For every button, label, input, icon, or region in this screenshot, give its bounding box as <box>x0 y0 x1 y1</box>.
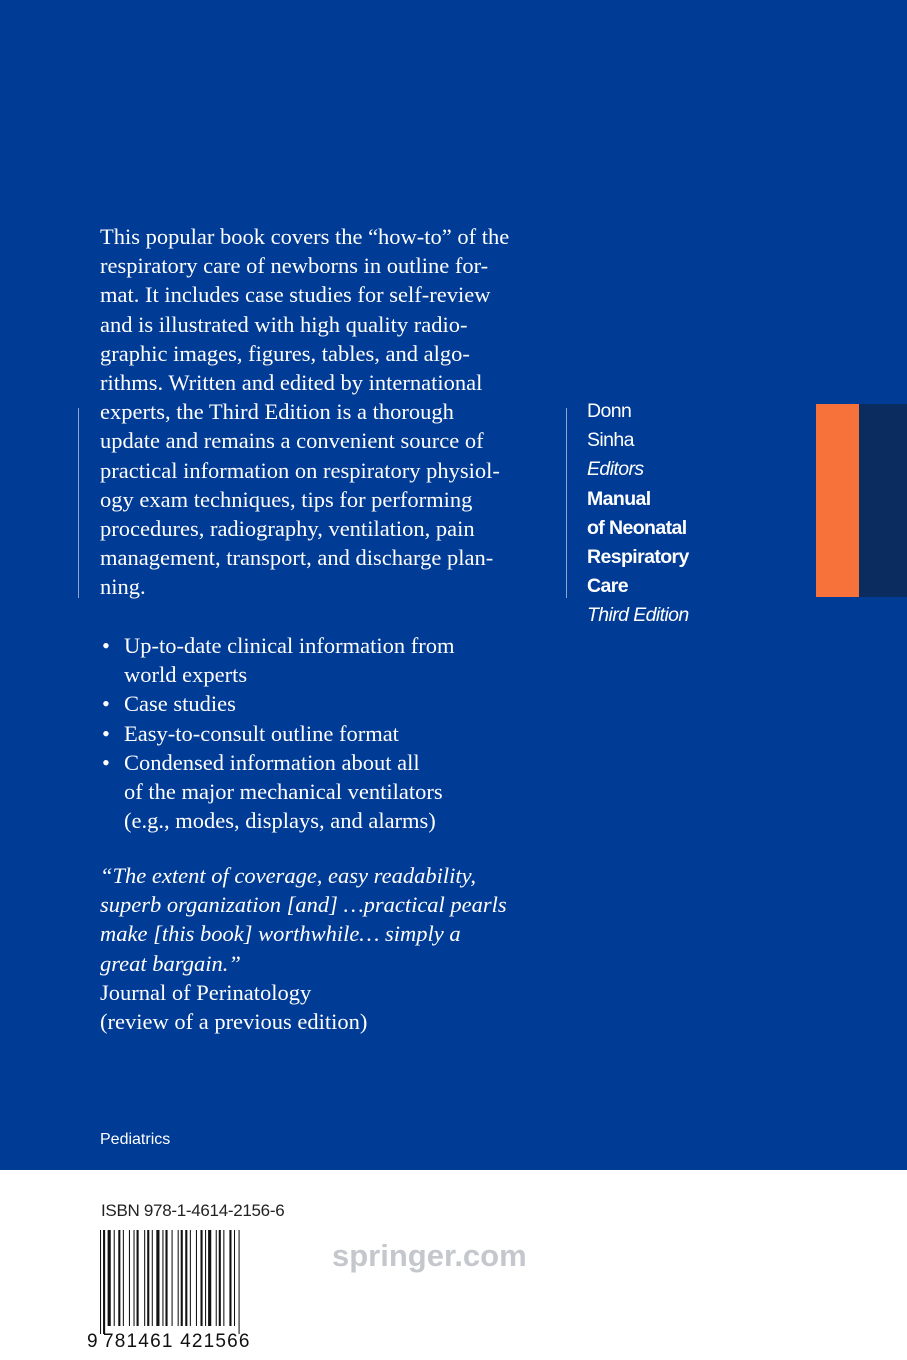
bullet-icon: • <box>102 691 110 717</box>
feature-item <box>100 631 530 689</box>
barcode-digit-first: 9 <box>87 1331 98 1352</box>
feature-item <box>100 689 530 718</box>
feature-item <box>100 748 530 836</box>
barcode-bar <box>219 1230 221 1326</box>
description-line: procedures, radiography, ventilation, pain <box>100 516 475 542</box>
editors-label: Editors <box>587 458 644 481</box>
barcode-bar <box>103 1230 105 1334</box>
barcode-bar <box>200 1230 202 1326</box>
description-line: mat. It includes case studies for self-review <box>100 282 491 308</box>
book-description <box>100 222 550 602</box>
quote-line: superb organization [and] …practical pearls <box>100 892 507 918</box>
feature-line: Case studies <box>124 691 236 717</box>
editor-name: Donn <box>587 400 632 422</box>
barcode-bar <box>156 1230 159 1326</box>
barcode-bar <box>216 1230 217 1326</box>
quote-source: Journal of Perinatology <box>100 979 312 1005</box>
right-divider-line <box>566 408 567 598</box>
barcode-icon <box>100 1230 282 1334</box>
barcode-bar <box>152 1230 153 1326</box>
barcode-bar <box>181 1230 183 1326</box>
feature-line: Up-to-date clinical information from <box>124 633 455 658</box>
description-line: respiratory care of newborns in outline for- <box>100 253 489 279</box>
feature-list <box>100 631 530 835</box>
left-divider-line <box>78 408 79 598</box>
feature-line: world experts <box>124 662 248 688</box>
barcode-bar <box>172 1230 173 1326</box>
barcode-bar <box>190 1230 191 1326</box>
barcode-bar <box>129 1230 130 1326</box>
barcode-bar <box>147 1230 149 1326</box>
description-line: graphic images, figures, tables, and algo- <box>100 340 470 366</box>
description-line: experts, the Third Edition is a thorough <box>100 399 454 425</box>
description-line: and is illustrated with high quality radio- <box>100 311 468 337</box>
description-line: This popular book covers the “how-to” of the <box>100 224 510 249</box>
barcode-bar <box>196 1230 197 1326</box>
description-line: practical information on respiratory physiol- <box>100 457 500 483</box>
isbn-label: ISBN 978-1-4614-2156-6 <box>101 1201 285 1220</box>
feature-item <box>100 719 530 748</box>
description-line: ning. <box>100 574 146 600</box>
description-line: management, transport, and discharge plan- <box>100 545 494 571</box>
feature-line: Condensed information about all <box>124 749 420 775</box>
barcode-bar <box>123 1230 124 1326</box>
barcode-bar <box>162 1230 163 1326</box>
subject-category: Pediatrics <box>100 1131 171 1148</box>
quote-note: (review of a previous edition) <box>100 1009 368 1035</box>
bullet-icon: • <box>102 720 110 746</box>
quote-line: make [this book] worthwhile… simply a <box>100 921 461 947</box>
barcode-bar <box>137 1230 139 1326</box>
barcode-bar <box>114 1230 115 1326</box>
barcode-bar <box>239 1230 240 1334</box>
feature-line: of the major mechanical ventilators <box>124 779 443 805</box>
barcode-bar <box>223 1230 224 1326</box>
bullet-icon: • <box>102 633 110 658</box>
navy-color-bar <box>859 404 907 597</box>
editor-name: Sinha <box>587 429 634 452</box>
quote-line: “The extent of coverage, easy readability, <box>100 863 476 888</box>
spine-info <box>587 397 727 631</box>
book-title-line: Manual <box>587 487 651 510</box>
orange-color-bar <box>816 404 859 597</box>
barcode-bar <box>229 1230 231 1326</box>
barcode-bar <box>205 1230 206 1326</box>
barcode-bar <box>108 1230 111 1326</box>
barcode-bar <box>118 1230 120 1326</box>
bullet-icon: • <box>102 749 110 775</box>
edition-label: Third Edition <box>587 604 689 627</box>
feature-line: Easy-to-consult outline format <box>124 720 399 746</box>
barcode-bar <box>144 1230 145 1326</box>
book-title-line: Respiratory <box>587 546 689 569</box>
description-line: ogy exam techniques, tips for performing <box>100 486 473 512</box>
barcode-bar <box>185 1230 187 1326</box>
book-title-line: of Neonatal <box>587 516 687 539</box>
description-line: rithms. Written and edited by international <box>100 370 483 396</box>
barcode-bar <box>234 1230 235 1326</box>
publisher-website: springer.com <box>332 1238 527 1273</box>
barcode-digits-rest: 781461 421566 <box>103 1331 251 1352</box>
book-title-line: Care <box>587 575 628 598</box>
barcode-bar <box>178 1230 179 1326</box>
quote-line: great bargain.” <box>100 950 241 976</box>
feature-line: (e.g., modes, displays, and alarms) <box>124 808 436 834</box>
review-quote <box>100 861 560 1036</box>
barcode-bar <box>134 1230 135 1326</box>
description-line: update and remains a convenient source of <box>100 428 484 454</box>
barcode-bar <box>208 1230 211 1326</box>
barcode-bar <box>165 1230 167 1326</box>
barcode-bar <box>100 1230 101 1334</box>
